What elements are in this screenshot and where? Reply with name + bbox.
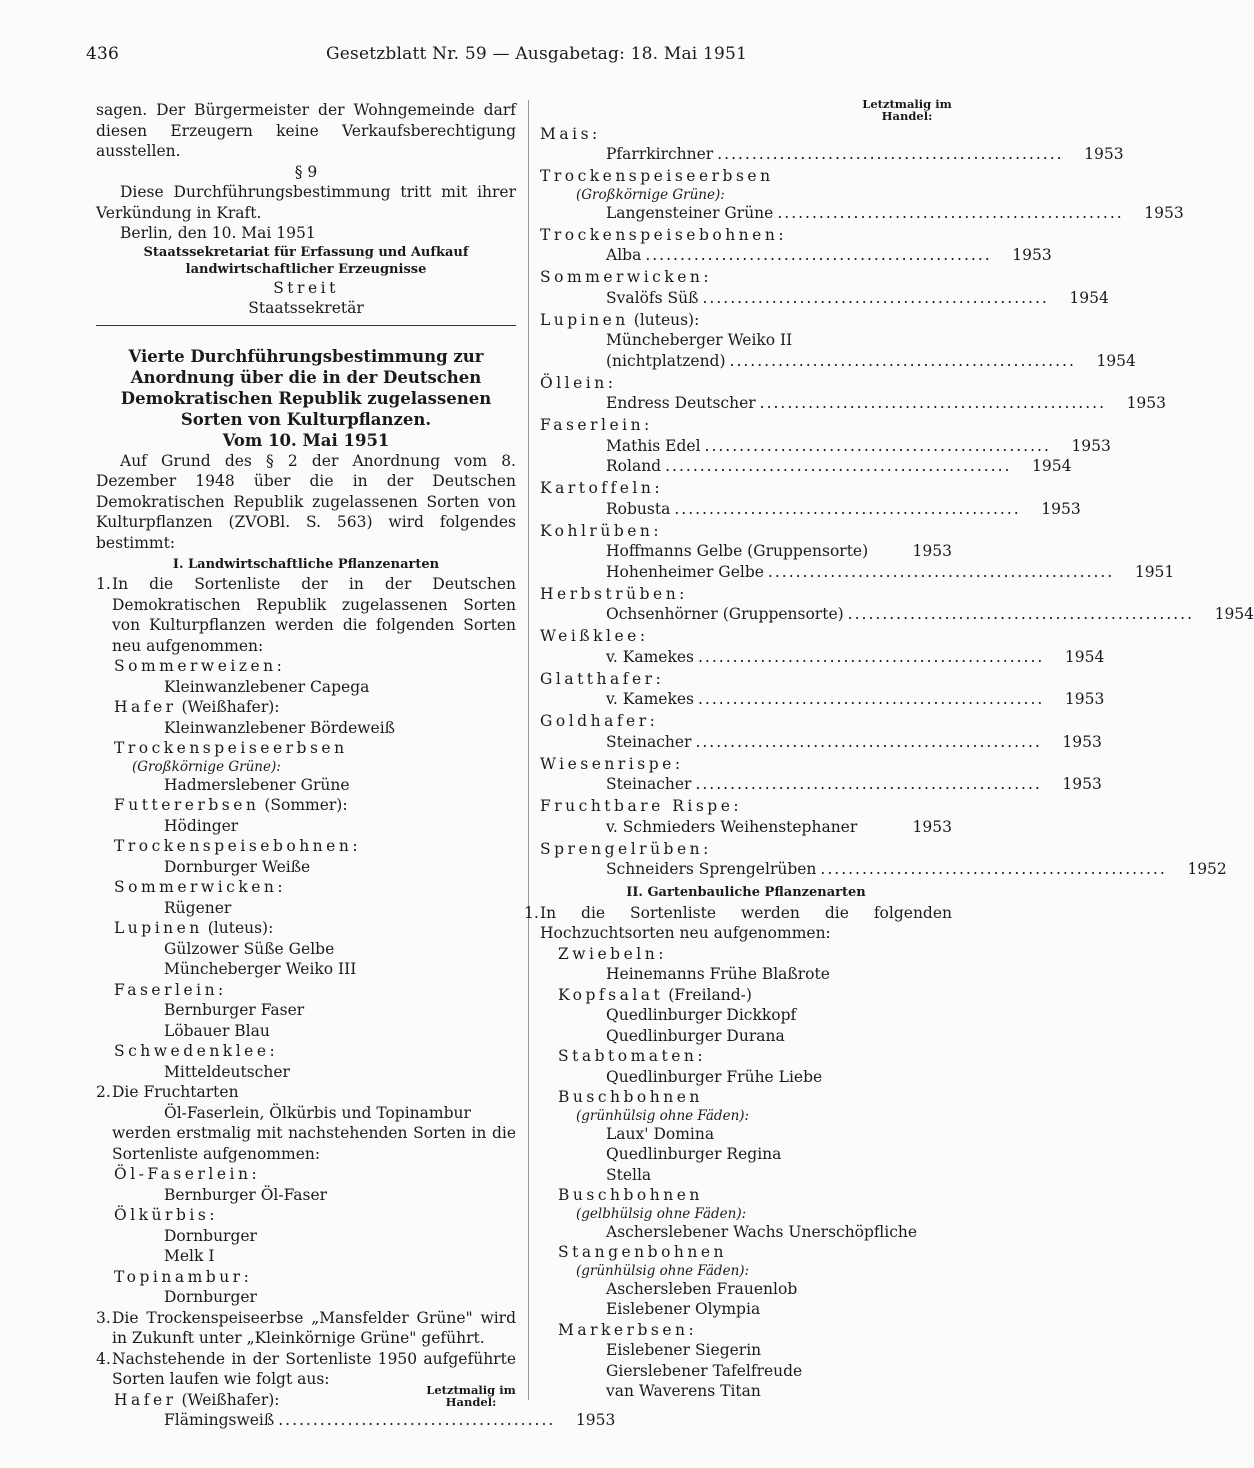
crop-name: Kohlrüben: [540, 521, 663, 540]
expiring-crops-list [540, 124, 1254, 880]
item-4-entry [96, 1382, 616, 1431]
crop-name: Markerbsen: [558, 1320, 698, 1339]
crop-name: Schwedenklee: [114, 1042, 279, 1060]
header-title: Gesetzblatt Nr. 59 — Ausgabetag: 18. Mai 1951 [326, 44, 748, 64]
variety: Quedlinburger Frühe Liebe [606, 1067, 823, 1086]
crop-name: Kartoffeln: [540, 479, 664, 497]
variety: Dornburger [164, 1226, 257, 1245]
item-text: In die Sortenliste werden die folgenden Hochzuchtsorten neu aufgenommen: [540, 903, 952, 942]
crop-name: Wiesenrispe: [540, 754, 684, 773]
crop-name: Stabtomaten: [558, 1047, 707, 1065]
variety-row: v. Kamekes .................................................. 1954 [606, 647, 1105, 666]
variety: Bernburger Öl-Faser [164, 1185, 328, 1204]
crop-name: Herbstrüben: [540, 584, 688, 603]
crop-name: Buschbohnen [558, 1088, 703, 1106]
crop-name: Kopfsalat (Freiland-) [558, 985, 752, 1004]
variety-row: Steinacher .................................................. 1953 [606, 775, 1102, 793]
variety: Bernburger Faser [164, 1001, 305, 1019]
variety: Hadmerslebener Grüne [164, 775, 350, 794]
variety: Rügener [164, 898, 232, 917]
section-heading: § 9 [294, 162, 318, 181]
variety: Gierslebener Tafelfreude [606, 1361, 803, 1380]
crop-group [540, 124, 1124, 165]
crop-name: Stangenbohnen [558, 1243, 728, 1261]
crop-name: Goldhafer: [540, 712, 659, 730]
crop-name: Lupinen (luteus): [540, 310, 700, 329]
crop-name: Buschbohnen [558, 1186, 703, 1204]
crop-group [540, 584, 1254, 625]
variety: Dornburger Weiße [164, 857, 311, 876]
item-number: 1. [524, 903, 539, 922]
page-number: 436 [86, 44, 120, 64]
part-one-heading: I. Landwirtschaftliche Pflanzenarten [172, 557, 440, 572]
variety-row: Schneiders Sprengelrüben .................................................. 1952 [606, 860, 1227, 878]
garden-item-1 [524, 903, 952, 944]
crop-group [540, 839, 1227, 880]
signer-name: Streit [273, 278, 339, 297]
crop-group [540, 478, 1081, 519]
variety: Kleinwanzlebener Bördeweiß [164, 718, 396, 737]
crop-group [540, 711, 1102, 752]
variety-row: Ochsenhörner (Gruppensorte) .................................................. 1954 [606, 605, 1254, 623]
crop-name: Öl-Faserlein: [114, 1165, 261, 1183]
last-in-trade-heading: Letztmalig im Handel: [426, 1382, 516, 1409]
variety-row: Hohenheimer Gelbe .................................................. 1951 [606, 562, 1175, 581]
variety: Aschersleben Frauenlob [606, 1279, 798, 1298]
page-header [86, 44, 938, 70]
new-fruit-list [96, 1164, 516, 1308]
crop-group [540, 267, 1109, 308]
variety-row: Flämingsweiß ........................................ 1953 [164, 1411, 616, 1429]
item-text: In die Sortenliste der in der Deutschen Demokratischen Republik zugelassenen Sorten von Kulturpflanzen werden die folgenden Sorten neu aufgenommen: [112, 575, 516, 655]
crop-group [540, 225, 1052, 266]
crop-group [540, 669, 1105, 710]
variety: Quedlinburger Dickkopf [606, 1006, 797, 1024]
variety-row: v. Schmieders Weihenstephaner 1953 [606, 817, 952, 836]
item-number: 4. [96, 1349, 111, 1368]
crop-name: Weißklee: [540, 627, 649, 645]
crop-note: (grünhülsig ohne Fäden): [576, 1262, 750, 1279]
variety: Gülzower Süße Gelbe [164, 939, 335, 958]
right-column [524, 97, 1254, 1402]
variety: Heinemanns Frühe Blaßrote [606, 965, 830, 983]
garden-crops-list [540, 944, 952, 1402]
variety-row: Alba .................................................. 1953 [606, 246, 1052, 264]
crop-note: (Großkörnige Grüne): [576, 186, 725, 203]
crop-name: Sommerweizen: [114, 657, 286, 675]
variety-row: Hoffmanns Gelbe (Gruppensorte) 1953 [606, 542, 952, 560]
variety: Quedlinburger Regina [606, 1145, 782, 1163]
variety: Melk I [164, 1247, 215, 1265]
item-number: 2. [96, 1083, 111, 1101]
variety-row: Mathis Edel .................................................. 1953 [606, 436, 1111, 455]
crop-name: Trockenspeisebohnen: [540, 225, 788, 244]
variety-row: (nichtplatzend) .................................................. 1954 [606, 351, 1136, 370]
crop-group [540, 754, 1102, 795]
crop-name: Mais: [540, 124, 601, 143]
variety-row: Robusta .................................................. 1953 [606, 499, 1081, 518]
variety-row: Endress Deutscher .................................................. 1953 [606, 394, 1167, 412]
crop-name: Lupinen (luteus): [114, 919, 274, 937]
variety-row: Langensteiner Grüne .................................................. 1953 [606, 203, 1184, 222]
crop-group [540, 415, 1111, 477]
crop-name: Ölkürbis: [114, 1206, 219, 1224]
crop-name: Trockenspeiseerbsen [540, 167, 774, 185]
document-title: Vierte Durchführungsbestimmung zur Anordnung über die in der Deutschen Demokratischen Republik zugelassenen Sorten von Kulturpflanzen. [120, 346, 492, 429]
variety: Quedlinburger Durana [606, 1026, 785, 1045]
crop-group [540, 373, 1167, 414]
preamble: Auf Grund des § 2 der Anordnung vom 8. Dezember 1948 über die in der Deutschen Demokratischen Republik zugelassenen Sorten von Kulturpflanzen (ZVOBl. S. 563) wird folgendes bestimmt: [96, 451, 516, 552]
crop-name: Sprengelrüben: [540, 839, 712, 858]
variety: Kleinwanzlebener Capega [164, 677, 370, 696]
variety: Laux' Domina [606, 1124, 715, 1143]
crop-note: (Großkörnige Grüne): [132, 758, 281, 775]
item-number: 1. [96, 575, 111, 593]
crop-name: Glatthafer: [540, 669, 665, 688]
crop-group [540, 310, 1136, 372]
variety: van Waverens Titan [606, 1382, 761, 1400]
variety: Dornburger [164, 1288, 257, 1306]
crop-name: Trockenspeisebohnen: [114, 837, 362, 855]
variety: Mitteldeutscher [164, 1062, 290, 1081]
item-2 [96, 1082, 516, 1103]
crop-note: (grünhülsig ohne Fäden): [576, 1107, 750, 1124]
variety-row: v. Kamekes .................................................. 1953 [606, 690, 1105, 708]
item-text: Nachstehende in der Sortenliste 1950 aufgeführte Sorten laufen wie folgt aus: [112, 1349, 516, 1388]
column-divider [528, 100, 529, 1400]
variety-row: Svalöfs Süß .................................................. 1954 [606, 288, 1109, 307]
item-text: Die Fruchtarten [112, 1083, 239, 1101]
crop-name: Faserlein: [540, 416, 653, 434]
crop-name: Fruchtbare Rispe: [540, 797, 743, 815]
variety: Stella [606, 1165, 652, 1184]
item-text: Die Trockenspeiseerbse „Mansfelder Grüne" wird in Zukunft unter „Kleinkörnige Grüne" geführt. [112, 1308, 516, 1347]
variety-row: Pfarrkirchner .................................................. 1953 [606, 145, 1124, 163]
variety-row: Steinacher .................................................. 1953 [606, 732, 1102, 751]
variety: Müncheberger Weiko III [164, 960, 357, 978]
crop-group [540, 521, 1175, 583]
crop-name: Hafer (Weißhafer): [114, 1390, 280, 1409]
crop-name: Trockenspeiseerbsen [114, 739, 348, 757]
crop-name: Sommerwicken: [540, 268, 713, 286]
crop-name: Faserlein: [114, 980, 227, 999]
signer-title: Staatssekretär [248, 299, 364, 317]
variety: Löbauer Blau [164, 1021, 270, 1040]
variety: Eislebener Olympia [606, 1300, 761, 1318]
divider [96, 325, 516, 326]
item-2-fruits: Öl-Faserlein, Ölkürbis und Topinambur [164, 1103, 471, 1122]
crop-name: Sommerwicken: [114, 878, 287, 896]
crop-name: Öllein: [540, 373, 617, 392]
crop-note: (gelbhülsig ohne Fäden): [576, 1205, 747, 1222]
variety-row: Müncheberger Weiko II [606, 331, 793, 349]
variety: Hödinger [164, 816, 239, 835]
crop-name: Hafer (Weißhafer): [114, 698, 280, 716]
authority: Staatssekretariat für Erfassung und Aufkauf landwirtschaftlicher Erzeugnisse [143, 244, 469, 277]
crop-group [540, 796, 952, 837]
crop-group [540, 626, 1105, 667]
crop-name: Zwiebeln: [558, 944, 667, 963]
last-in-trade-heading: Letztmalig im Handel: [862, 97, 952, 123]
new-crops-list [96, 656, 516, 1082]
variety-row: Roland .................................................. 1954 [606, 457, 1072, 475]
variety: Ascherslebener Wachs Unerschöpfliche [606, 1222, 918, 1241]
document-date: Vom 10. Mai 1951 [222, 430, 390, 450]
place-date: Berlin, den 10. Mai 1951 [120, 224, 316, 242]
crop-group [540, 166, 1184, 223]
item-number: 3. [96, 1308, 111, 1327]
item-2-rest: werden erstmalig mit nachstehenden Sorten in die Sortenliste aufgenommen: [112, 1124, 516, 1163]
crop-name: Futtererbsen (Sommer): [114, 796, 348, 814]
section-text: Diese Durchführungsbestimmung tritt mit ihrer Verkündung in Kraft. [96, 183, 516, 222]
crop-name: Topinambur: [114, 1267, 253, 1286]
intro-text: sagen. Der Bürgermeister der Wohngemeinde darf diesen Erzeugern keine Verkaufsberechtigung ausstellen. [96, 101, 516, 160]
variety: Eislebener Siegerin [606, 1341, 762, 1359]
item-1 [96, 574, 516, 656]
item-3 [96, 1308, 516, 1349]
part-two-heading: II. Gartenbauliche Pflanzenarten [626, 884, 866, 900]
